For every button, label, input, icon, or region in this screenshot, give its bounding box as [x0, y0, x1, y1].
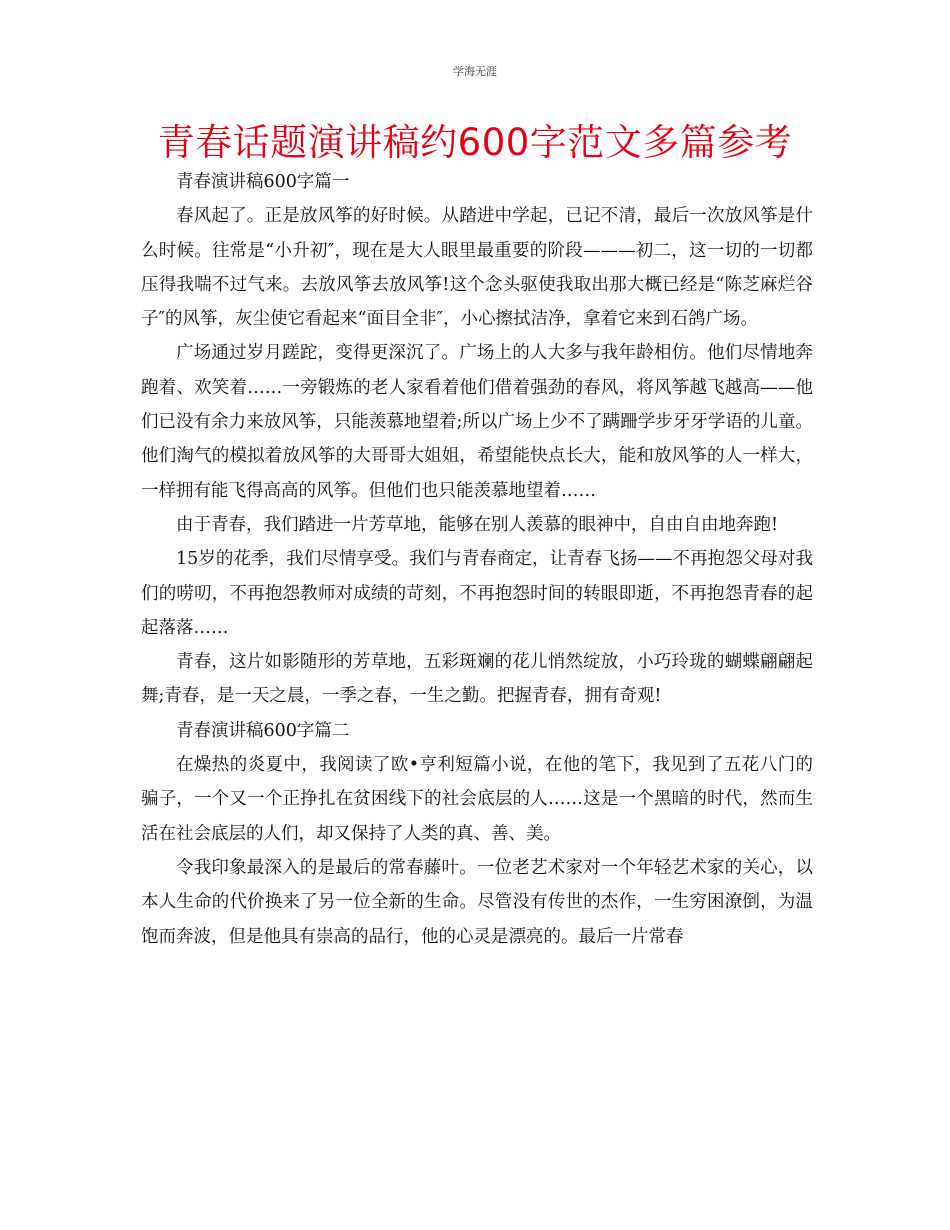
page-header: 学海无涯: [453, 65, 497, 78]
paragraph: 由于青春，我们踏进一片芳草地，能够在别人羡慕的眼神中，自由自由地奔跑!: [176, 514, 779, 535]
paragraph: 在燥热的炎夏中，我阅读了欧•亨利短篇小说，在他的笔下，我见到了五花八门的骗子，一个又一个正挣扎在贫困线下的社会底层的人……这是一个黑暗的时代，然而生活在社会底层的人们，却又保持了人类的真、善、美。: [141, 755, 813, 844]
paragraph: 15岁的花季，我们尽情享受。我们与青春商定，让青春飞扬——不再抱怨父母对我们的唠叨，不再抱怨教师对成绩的苛刻，不再抱怨时间的转眼即逝，不再抱怨青春的起起落落……: [141, 549, 813, 638]
paragraph: 青春，这片如影随形的芳草地，五彩斑斓的花儿悄然绽放，小巧玲珑的蝴蝶翩翩起舞;青春，是一天之晨，一季之春，一生之勤。把握青春，拥有奇观!: [141, 652, 813, 707]
section-heading: 青春演讲稿600字篇二: [176, 720, 350, 741]
paragraph: 广场通过岁月蹉跎，变得更深沉了。广场上的人大多与我年龄相仿。他们尽情地奔跑着、欢笑着……一旁锻炼的老人家看着他们借着强劲的春风，将风筝越飞越高——他们已没有余力来放风筝，只能羡慕地望着;所以广场上少不了蹒跚学步牙牙学语的儿童。他们淘气的模拟着放风筝的大哥哥大姐姐，希望能快点长大，能和放风筝的人一样大，一样拥有能飞得高高的风筝。但他们也只能羡慕地望着……: [141, 343, 813, 501]
document-title: 青春话题演讲稿约600字范文多篇参考: [157, 121, 793, 164]
section-heading: 青春演讲稿600字篇一: [176, 172, 350, 192]
document-body: [141, 165, 813, 954]
paragraph: 令我印象最深入的是最后的常春藤叶。一位老艺术家对一个年轻艺术家的关心，以本人生命的代价换来了另一位全新的生命。尽管没有传世的杰作，一生穷困潦倒，为温饱而奔波，但是他具有崇高的品行，他的心灵是漂亮的。最后一片常春: [141, 857, 813, 947]
paragraph: 春风起了。正是放风筝的好时候。从踏进中学起，已记不清，最后一次放风筝是什么时候。往常是“小升初″，现在是大人眼里最重要的阶段———初二，这一切的一切都压得我喘不过气来。去放风筝去放风筝!这个念头驱使我取出那大概已经是“陈芝麻烂谷子″的风筝，灰尘使它看起来“面目全非″，小心擦拭洁净，拿着它来到石鸽广场。: [141, 206, 813, 330]
